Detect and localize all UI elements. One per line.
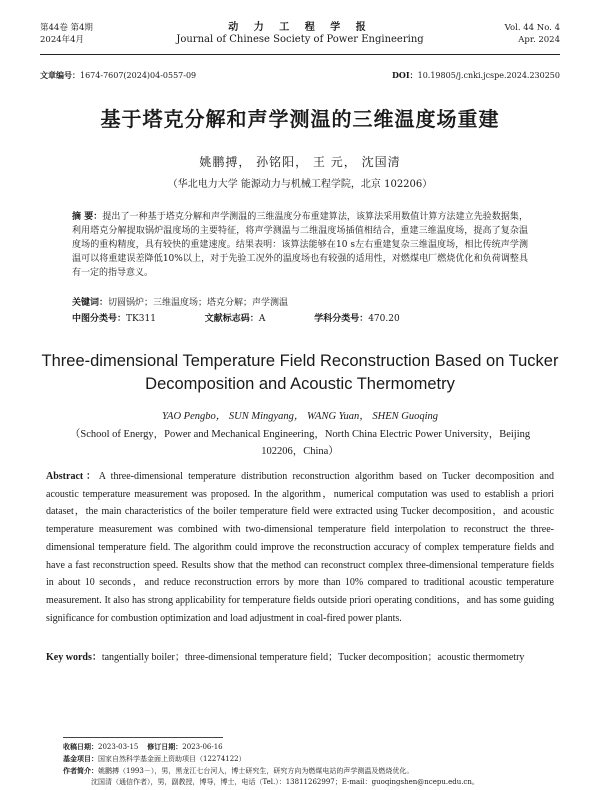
footnote-dates — [63, 741, 560, 753]
article-number — [40, 70, 196, 81]
received-label: 收稿日期： — [63, 742, 98, 751]
title-cn: 基于塔克分解和声学测温的三维温度场重建 — [100, 107, 500, 131]
authors-en: YAO Pengbo， SUN Mingyang， WANG Yuan， SHEN Guoqing — [161, 411, 439, 422]
document-code — [205, 314, 266, 324]
abstract-en — [46, 468, 554, 627]
article-number-label: 文章编号： — [40, 70, 80, 80]
footnote-corresponding: 沈国清（通信作者），男，副教授，博导，博士，电话（Tel.）：13811262997；E-mail：guoqingshen@ncepu.edu.cn。 — [91, 778, 479, 786]
clc-label: 中图分类号： — [72, 314, 127, 324]
author-bio-text: 姚鹏搏（1993－），男，黑龙江七台河人，博士研究生，研究方向为燃煤电站的声学测温及燃烧优化。 — [98, 767, 414, 775]
keywords-cn — [72, 295, 528, 308]
keywords-en-text: tangentially boiler；three-dimensional temperature field；Tucker decomposition；acoustic thermometry — [101, 652, 525, 663]
keywords-cn-text: 切圆锅炉；三维温度场；塔克分解；声学测温 — [108, 298, 289, 308]
doi — [392, 70, 560, 81]
subject-value: 470.20 — [368, 314, 400, 324]
doi-value: 10.19805/j.cnki.jcspe.2024.230250 — [417, 71, 560, 80]
revised-label: 修订日期： — [147, 742, 183, 751]
keywords-cn-label: 关键词： — [72, 298, 109, 308]
fund-label: 基金项目： — [63, 754, 98, 763]
clc-code — [72, 314, 156, 324]
revised-date: 2023-06-16 — [182, 743, 223, 751]
subject-label: 学科分类号： — [314, 314, 369, 324]
authors-cn: 姚鹏搏， 孙铭阳， 王 元， 沈国清 — [199, 155, 401, 169]
title-en: Three-dimensional Temperature Field Reconstruction Based on Tucker Decomposition and Acoustic Thermometry — [41, 352, 559, 393]
journal-name-cn: 动 力 工 程 学 报 — [228, 22, 372, 33]
header-right — [505, 22, 560, 46]
classification-line — [72, 311, 528, 324]
article-number-value: 1674-7607(2024)04-0557-09 — [80, 71, 197, 80]
date-en: Apr. 2024 — [518, 35, 560, 45]
footnote-rule — [63, 737, 223, 738]
header-center — [40, 22, 560, 46]
footnote — [63, 741, 560, 788]
journal-name-en: Journal of Chinese Society of Power Engineering — [176, 34, 424, 45]
running-header — [40, 22, 560, 54]
abstract-en-label: Abstract： — [46, 471, 99, 482]
header-rule — [40, 54, 560, 55]
doc-code-value: A — [258, 314, 266, 324]
doi-label: DOI： — [391, 70, 418, 80]
footnote-fund — [63, 753, 560, 765]
date-cn: 2024年4月 — [40, 35, 85, 45]
doc-code-label: 文献标志码： — [204, 314, 259, 324]
clc-value: TK311 — [126, 314, 156, 324]
keywords-en-label: Key words： — [46, 652, 102, 663]
received-date: 2023-03-15 — [98, 743, 139, 751]
abstract-cn-text: 提出了一种基于塔克分解和声学测温的三维温度分布重建算法，该算法采用数值计算方法建立先验数据集，利用塔克分解提取锅炉温度场的主要特征，将声学测温与二维温度场插值相结合，重建三维温度场，提高了复杂温度场的重构精度，具有较快的重建速度。结果表明：该算法能够在10 s左右重建复杂三维温度场，相比传统声学测温可以将重建误差降低10%以上，对于先验工况外的温度场也有较强的适用性，对燃煤电厂燃烧优化和负荷调整具有一定的指导意义。 — [72, 212, 528, 278]
affiliation-cn: （华北电力大学 能源动力与机械工程学院，北京 102206） — [167, 179, 433, 190]
affiliation-en: （School of Energy，Power and Mechanical Engineering，North China Electric Power University，Beijing 102206，China） — [69, 429, 531, 457]
footnote-author — [63, 765, 560, 777]
volume-cn: 第44卷 第4期 — [40, 23, 93, 33]
subject-code — [314, 314, 400, 324]
abstract-cn — [72, 210, 528, 280]
volume-en: Vol. 44 No. 4 — [504, 23, 560, 33]
author-bio-label: 作者简介： — [63, 766, 98, 775]
abstract-en-text: A three-dimensional temperature distribution reconstruction algorithm based on Tucker decomposition and acoustic temperature measurement was proposed. In the algorithm，numerical computation was used to establish a priori dataset，the main characteristics of the boiler temperature field were extracted using Tucker decomposition，and acoustic temperature measurement was combined with two-dimensional temperature field interpolation to reconstruct the three-dimensional temperature field. The algorithm could improve the reconstruction accuracy of complex temperature fields and have a fast reconstruction speed. Results show that the method can reconstruct complex three-dimensional temperature fields in about 10 seconds，and reduce reconstruction errors by more than 10% compared to traditional acoustic temperature measurement. It also has strong applicability for temperature fields outside priori operating conditions，and has some guiding significance for combustion optimization and load adjustment in coal-fired power plants. — [46, 471, 554, 624]
abstract-cn-label: 摘 要： — [72, 212, 103, 222]
fund-text: 国家自然科学基金面上资助项目（12274122） — [98, 755, 246, 763]
keywords-en — [46, 649, 554, 667]
